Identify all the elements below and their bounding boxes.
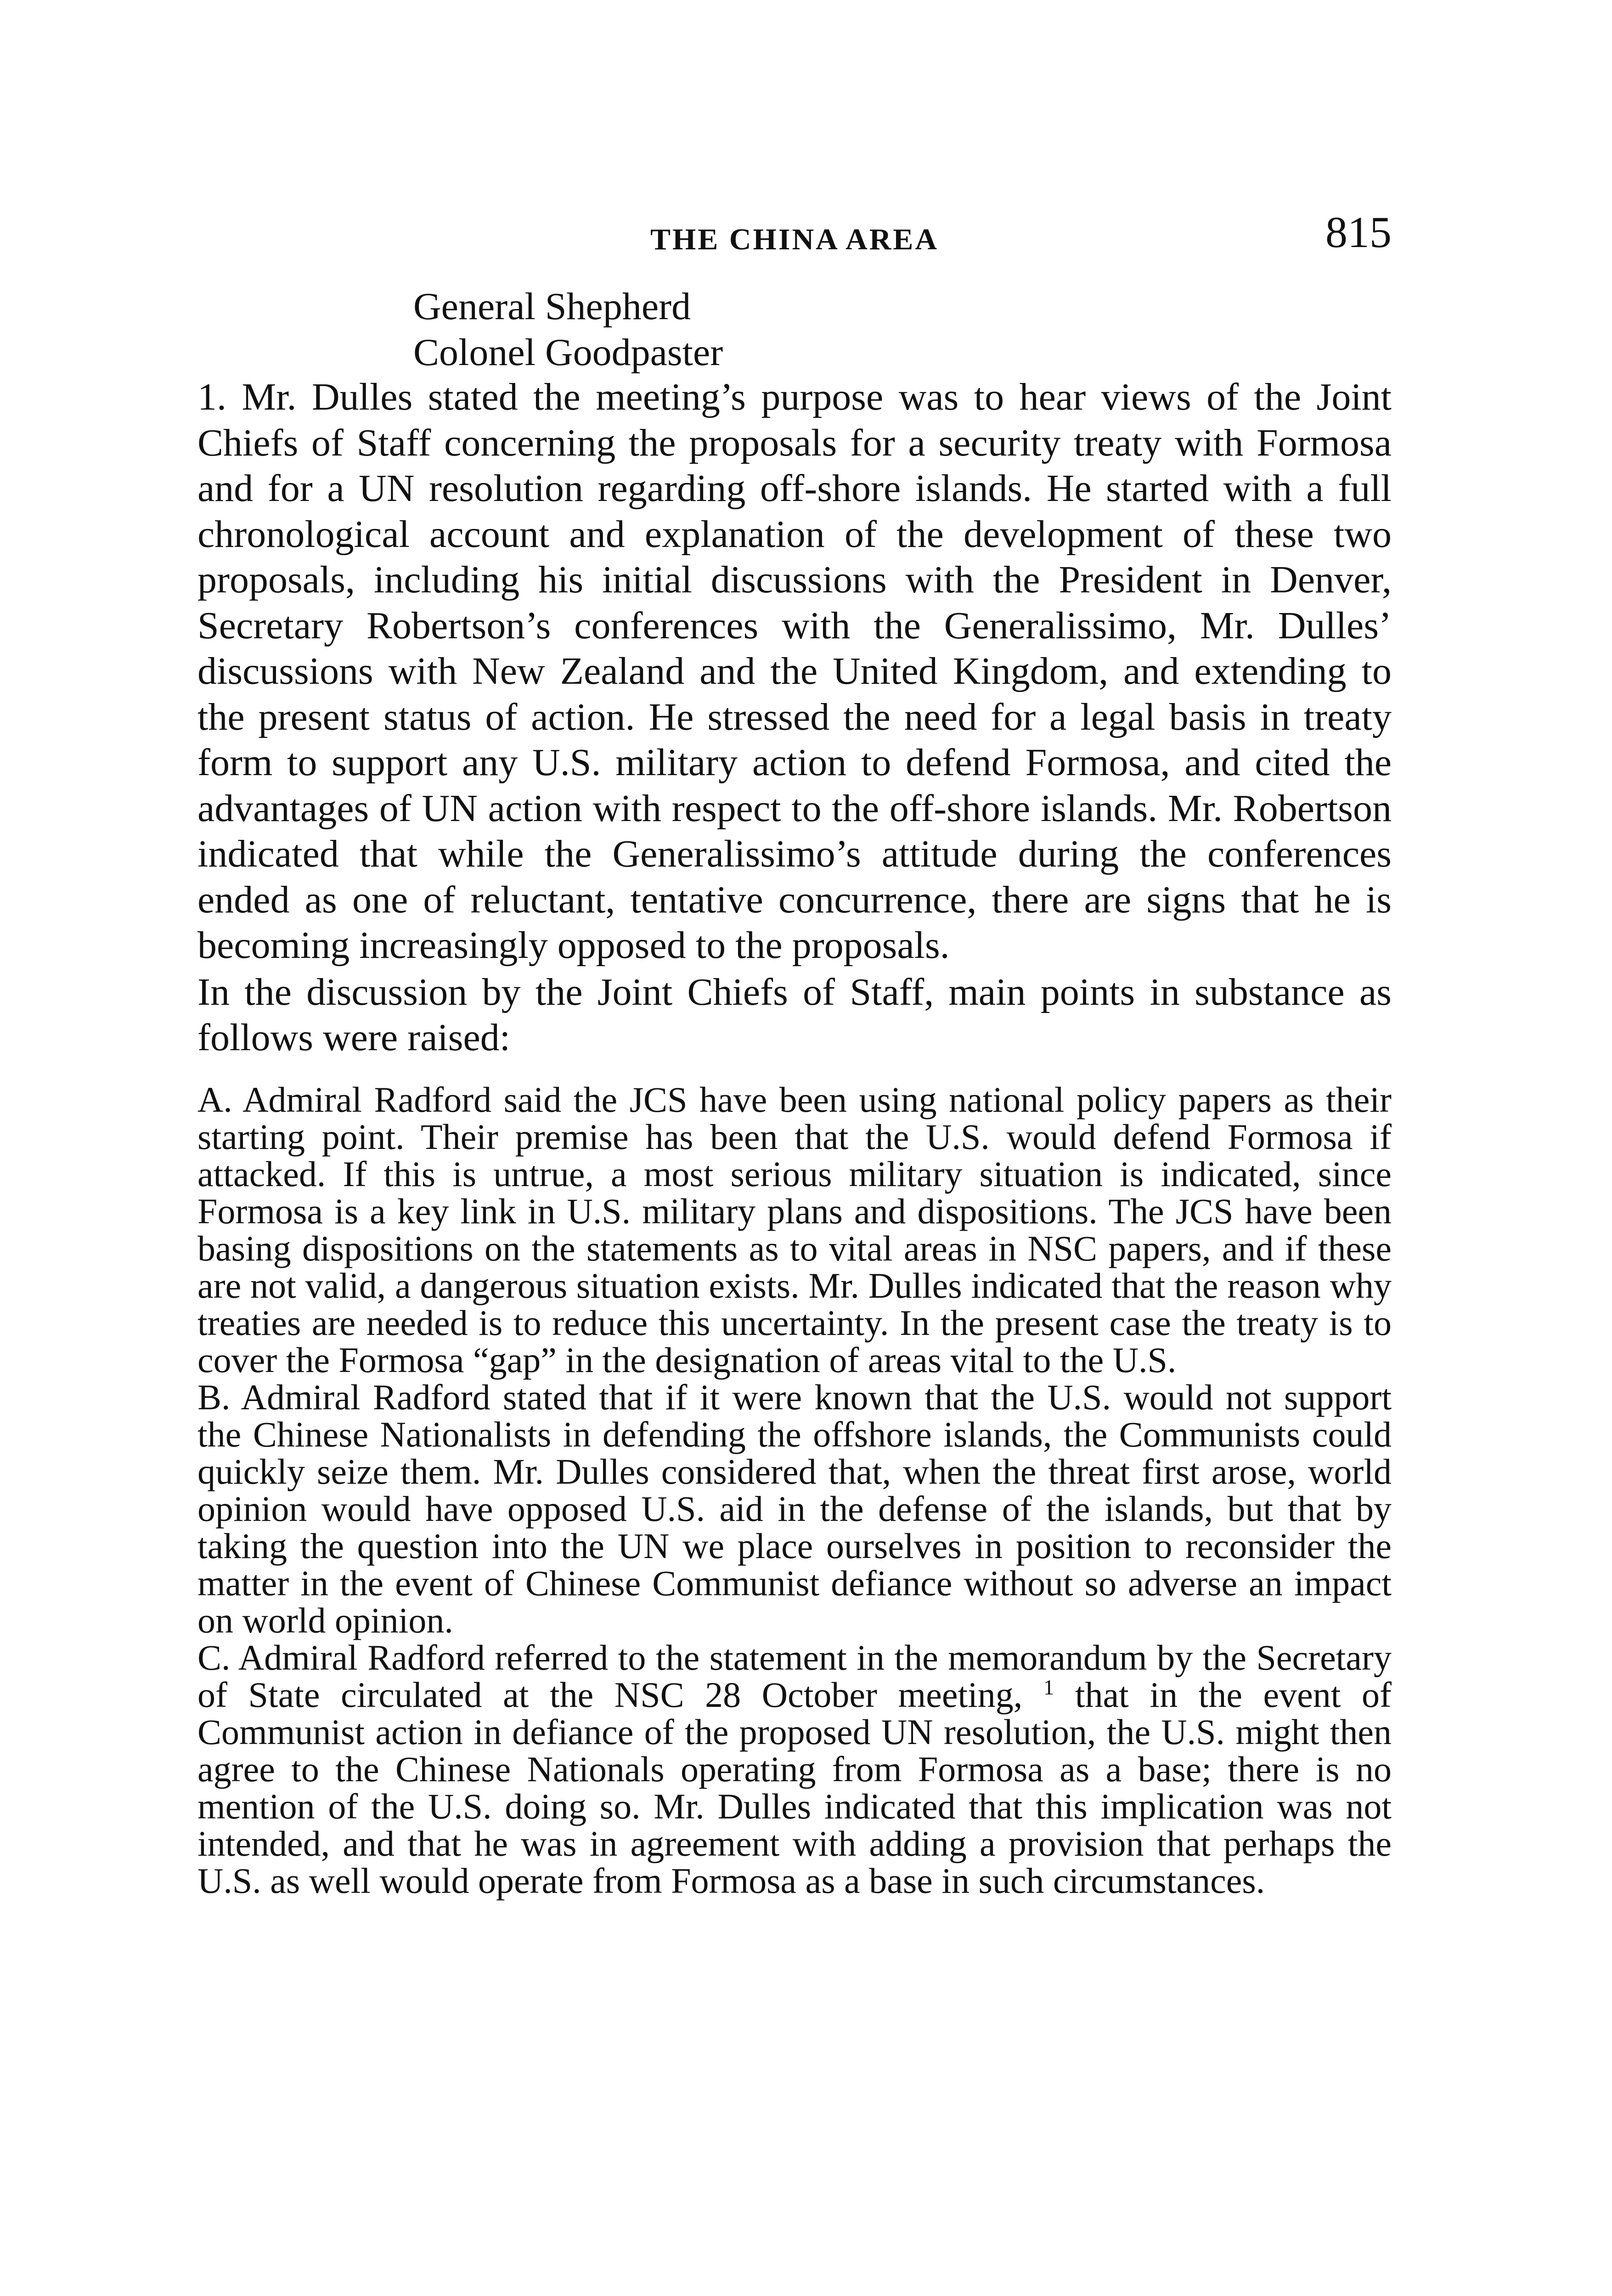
point-b: B. Admiral Radford stated that if it were known that the U.S. would not support the Chinese Nationalists in defending the offshore islands, the Communists could quickly seize them. Mr. Dulles considered that, when the threat first arose, world opinion would have opposed U.S. aid in the defense of the islands, but that by taking the question into the UN we place ourselves in position to reconsider the matter in the event of Chinese Communist defiance without so adverse an impact on world opinion. [197, 1377, 1392, 1640]
point-a: A. Admiral Radford said the JCS have been using national policy papers as their starting point. Their premise has been that the U.S. would defend Formosa if attacked. If this is untrue, a most serious military situation is indicated, since Formosa is a key link in U.S. military plans and dispositions. The JCS have been basing dispositions on the statements as to vital areas in NSC papers, and if these are not valid, a dangerous situation exists. Mr. Dulles indicated that the reason why treaties are needed is to reduce this uncertainty. In the present case the treaty is to cover the Formosa “gap” in the designation of areas vital to the U.S. [197, 1079, 1392, 1380]
attendee: Colonel Goodpaster [413, 331, 723, 374]
footnote-reference: 1 [1043, 1675, 1054, 1699]
attendee: General Shepherd [413, 285, 691, 328]
point-c-text-before: C. Admiral Radford referred to the statement in the memorandum by the Secretary of State circulated at the NSC 28 October meeting, [197, 1637, 1392, 1715]
paragraph-1: 1. Mr. Dulles stated the meeting’s purpose was to hear views of the Joint Chiefs of Staff concerning the proposals for a security treaty with Formosa and for a UN resolution regarding off-shore islands. He started with a full chronological account and explanation of the development of these two proposals, including his initial discussions with the President in Denver, Secretary Robertson’s conferences with the Generalissimo, Mr. Dulles’ discussions with New Zealand and the United Kingdom, and extending to the present status of action. He stressed the need for a legal basis in treaty form to support any U.S. military action to defend Formosa, and cited the advantages of UN action with respect to the off-shore islands. Mr. Robertson indicated that while the Generalissimo’s attitude during the conferences ended as one of reluctant, tentative concurrence, there are signs that he is becoming increasingly opposed to the proposals. [197, 376, 1392, 967]
page-number: 815 [1325, 208, 1392, 257]
discussion-points [197, 1081, 1392, 1899]
body-text [197, 374, 1392, 1899]
attendee-list [413, 284, 723, 376]
running-header [197, 207, 1392, 280]
paragraph-2: In the discussion by the Joint Chiefs of Staff, main points in substance as follows were raised: [197, 970, 1392, 1059]
point-c-text-after: that in the event of Communist action in defiance of the proposed UN resolution, the U.S. might then agree to the Chinese Nationals operating from Formosa as a base; there is no mention of the U.S. doing so. Mr. Dulles indicated that this implication was not intended, and that he was in agreement with adding a provision that perhaps the U.S. as well would operate from Formosa as a base in such circumstances. [197, 1674, 1392, 1901]
running-title: THE CHINA AREA [650, 223, 939, 256]
point-c [197, 1639, 1392, 1899]
